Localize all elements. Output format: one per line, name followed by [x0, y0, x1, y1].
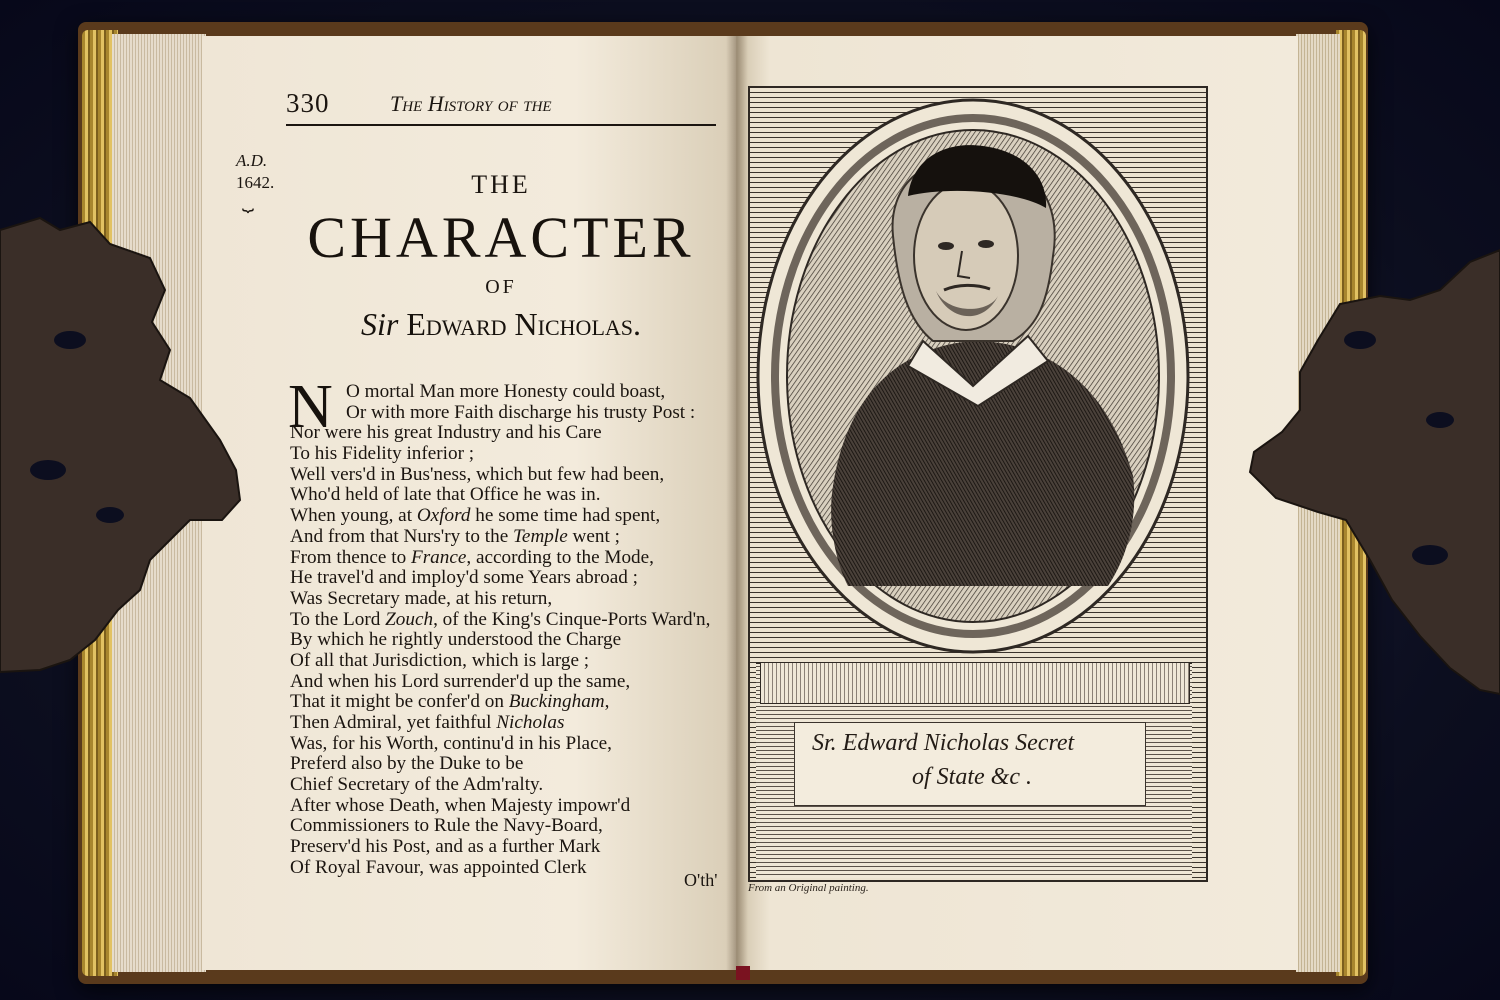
poem-text-run: went ;: [567, 525, 620, 547]
poem-line: Who'd held of late that Office he was in.: [290, 484, 601, 506]
poem-text-run: To the Lord: [290, 608, 386, 630]
poem-line: Preserv'd his Post, and as a further Mark: [290, 836, 601, 858]
poem-line: And when his Lord surrender'd up the same,: [290, 670, 631, 692]
right-clip-hole: [1426, 412, 1454, 428]
poem-line: Well vers'd in Bus'ness, which but few had been,: [290, 463, 665, 485]
caption-line-2: of State &c .: [912, 764, 1032, 790]
name-zouch: Zouch: [385, 608, 434, 630]
left-clip-hole: [54, 331, 86, 349]
poem-line: After whose Death, when Majesty impowr'd: [290, 794, 631, 816]
left-page-clip: [0, 218, 240, 672]
poem-line: Chief Secretary of the Adm'ralty.: [290, 774, 544, 796]
catchword: O'th': [684, 870, 718, 890]
brace-ornament: ⏟: [242, 190, 254, 212]
poem-line: Of Royal Favour, was appointed Clerk: [290, 856, 587, 878]
poem-line: To his Fidelity inferior ;: [290, 443, 475, 465]
poem-text-run: , of the King's Cinque-Ports Ward'n,: [433, 608, 711, 630]
title-sir: Sir: [361, 306, 399, 342]
name-buckingham: Buckingham: [508, 691, 605, 713]
poem-line: He travel'd and imploy'd some Years abroad ;: [290, 567, 638, 589]
drop-cap: N: [288, 373, 333, 441]
caption-line-1: Sr. Edward Nicholas Secret: [812, 730, 1075, 756]
place-france: France: [410, 546, 467, 568]
title-character: CHARACTER: [307, 205, 695, 270]
poem-text-run: And from that Nurs'ry to the: [290, 525, 514, 547]
poem-text-run: When young, at: [290, 505, 417, 527]
running-title: The History of the: [390, 91, 552, 116]
poem-line: Was Secretary made, at his return,: [290, 587, 553, 609]
place-temple: Temple: [513, 525, 568, 547]
name-nicholas: Nicholas: [496, 712, 565, 733]
right-clip-hole: [1344, 331, 1376, 349]
poem-line: Nor were his great Industry and his Care: [290, 422, 602, 444]
poem-line: Or with more Faith discharge his trusty Post :: [346, 401, 696, 423]
poem-line: By which he rightly understood the Charge: [290, 629, 622, 651]
place-oxford: Oxford: [416, 505, 471, 527]
poem-line: Preferd also by the Duke to be: [290, 753, 524, 775]
poem-line: Was, for his Worth, continu'd in his Place,: [290, 732, 612, 754]
right-page-clip: [1250, 250, 1500, 694]
poem-text-run: , according to the Mode,: [466, 546, 654, 568]
title-edward-nicholas: Edward Nicholas.: [406, 306, 641, 342]
left-clip-hole: [96, 507, 124, 523]
left-clip-hole: [30, 460, 66, 480]
poem-line: O mortal Man more Honesty could boast,: [346, 381, 666, 402]
source-note: From an Original painting.: [748, 882, 869, 894]
margin-note-label: A.D.: [236, 151, 268, 170]
poem-text-run: From thence to: [290, 546, 411, 568]
title-the: THE: [471, 170, 531, 199]
poem-text-run: That it might be confer'd on: [290, 691, 509, 713]
poem-line: Commissioners to Rule the Navy-Board,: [290, 815, 603, 837]
margin-note-year: 1642.: [236, 173, 275, 192]
right-clip-hole: [1412, 545, 1448, 565]
poem-text-run: ,: [604, 691, 610, 713]
poem-line: Of all that Jurisdiction, which is large ;: [290, 649, 590, 671]
title-of: OF: [485, 276, 517, 298]
page-number: 330: [286, 88, 330, 118]
poem-text-run: he some time had spent,: [470, 505, 661, 527]
poem-text-run: Then Admiral, yet faithful: [290, 712, 497, 733]
